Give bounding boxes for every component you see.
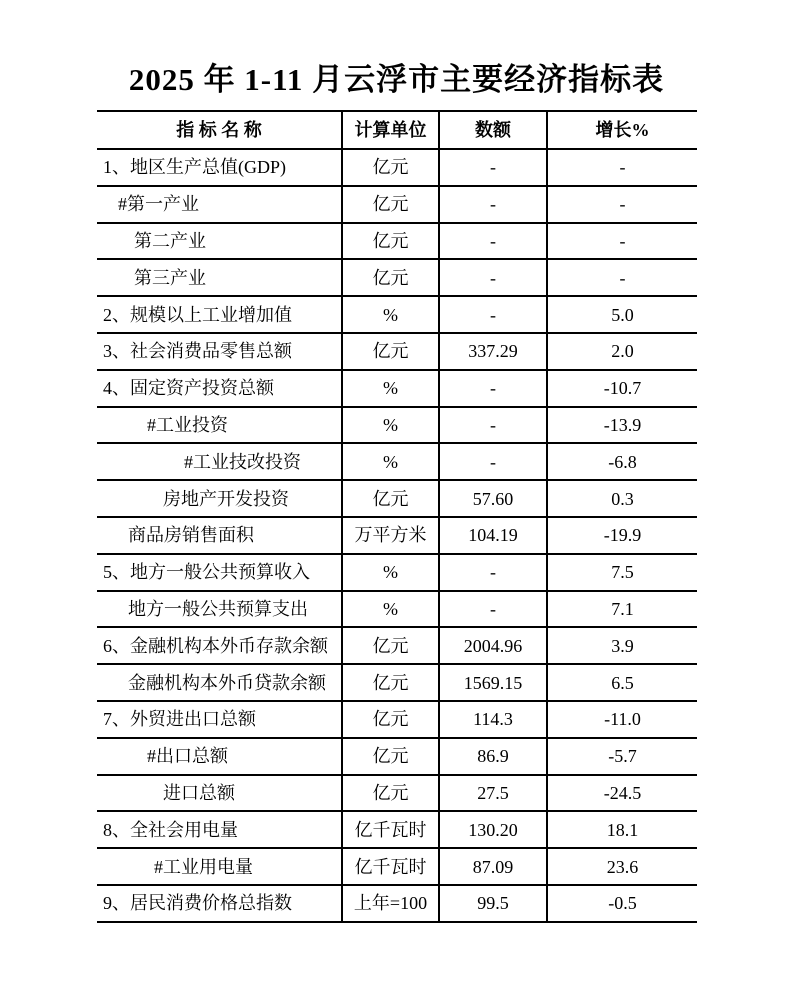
unit-cell: 亿千瓦时 [342,811,439,848]
indicator-name-cell: #出口总额 [97,738,342,775]
growth-cell: 6.5 [547,664,697,701]
unit-cell: % [342,407,439,444]
unit-cell: 亿元 [342,186,439,223]
unit-cell: 万平方米 [342,517,439,554]
growth-cell: -0.5 [547,885,697,922]
unit-cell: 亿元 [342,333,439,370]
indicator-name-cell: 金融机构本外币贷款余额 [97,664,342,701]
indicator-name-cell: 第三产业 [97,259,342,296]
table-row [97,775,697,812]
amount-cell: - [439,591,547,628]
table-row [97,223,697,260]
indicator-name-cell: 进口总额 [97,775,342,812]
amount-cell: 86.9 [439,738,547,775]
column-header-indicator-name: 指 标 名 称 [97,111,342,149]
table-row [97,664,697,701]
unit-cell: 亿元 [342,223,439,260]
growth-cell: -24.5 [547,775,697,812]
growth-cell: 3.9 [547,627,697,664]
indicator-name-cell: #工业技改投资 [97,443,342,480]
amount-cell: 57.60 [439,480,547,517]
unit-cell: 亿元 [342,259,439,296]
indicator-name-cell: 4、固定资产投资总额 [97,370,342,407]
growth-cell: -6.8 [547,443,697,480]
growth-cell: -11.0 [547,701,697,738]
column-header-growth: 增长% [547,111,697,149]
indicator-name-cell: 1、地区生产总值(GDP) [97,149,342,186]
table-row [97,480,697,517]
unit-cell: 上年=100 [342,885,439,922]
growth-cell: -10.7 [547,370,697,407]
growth-cell: 7.1 [547,591,697,628]
unit-cell: % [342,370,439,407]
table-row [97,627,697,664]
indicator-name-cell: 2、规模以上工业增加值 [97,296,342,333]
amount-cell: 1569.15 [439,664,547,701]
amount-cell: 2004.96 [439,627,547,664]
table-row [97,811,697,848]
growth-cell: 7.5 [547,554,697,591]
amount-cell: - [439,554,547,591]
indicator-name-cell: #工业用电量 [97,848,342,885]
table-row [97,443,697,480]
amount-cell: - [439,443,547,480]
growth-cell: - [547,259,697,296]
table-header-row [97,111,697,149]
growth-cell: 0.3 [547,480,697,517]
unit-cell: 亿元 [342,738,439,775]
indicator-name-cell: 8、全社会用电量 [97,811,342,848]
unit-cell: 亿元 [342,149,439,186]
table-row [97,517,697,554]
growth-cell: - [547,186,697,223]
amount-cell: - [439,407,547,444]
table-row [97,296,697,333]
amount-cell: 99.5 [439,885,547,922]
unit-cell: 亿元 [342,627,439,664]
indicators-table [97,110,697,923]
growth-cell: 5.0 [547,296,697,333]
page-title: 2025 年 1-11 月云浮市主要经济指标表 [128,62,665,97]
growth-cell: 18.1 [547,811,697,848]
amount-cell: 114.3 [439,701,547,738]
growth-cell: -13.9 [547,407,697,444]
amount-cell: - [439,186,547,223]
unit-cell: % [342,296,439,333]
amount-cell: - [439,370,547,407]
indicator-name-cell: #第一产业 [97,186,342,223]
table-row [97,738,697,775]
amount-cell: - [439,259,547,296]
indicator-name-cell: 房地产开发投资 [97,480,342,517]
growth-cell: -5.7 [547,738,697,775]
indicator-name-cell: 第二产业 [97,223,342,260]
indicator-name-cell: 5、地方一般公共预算收入 [97,554,342,591]
amount-cell: - [439,149,547,186]
table-row [97,259,697,296]
unit-cell: 亿元 [342,701,439,738]
table-row [97,333,697,370]
indicator-name-cell: #工业投资 [97,407,342,444]
indicator-name-cell: 6、金融机构本外币存款余额 [97,627,342,664]
table-row [97,407,697,444]
indicator-name-cell: 9、居民消费价格总指数 [97,885,342,922]
indicator-name-cell: 7、外贸进出口总额 [97,701,342,738]
indicator-name-cell: 3、社会消费品零售总额 [97,333,342,370]
amount-cell: 130.20 [439,811,547,848]
growth-cell: -19.9 [547,517,697,554]
unit-cell: 亿元 [342,775,439,812]
table-row [97,701,697,738]
table-row [97,186,697,223]
unit-cell: 亿元 [342,480,439,517]
amount-cell: 27.5 [439,775,547,812]
unit-cell: % [342,443,439,480]
amount-cell: - [439,296,547,333]
unit-cell: % [342,591,439,628]
table-row [97,591,697,628]
growth-cell: - [547,149,697,186]
table-row [97,149,697,186]
table-row [97,370,697,407]
unit-cell: 亿元 [342,664,439,701]
amount-cell: 337.29 [439,333,547,370]
column-header-amount: 数额 [439,111,547,149]
unit-cell: 亿千瓦时 [342,848,439,885]
table-body [97,149,697,922]
growth-cell: 2.0 [547,333,697,370]
amount-cell: 104.19 [439,517,547,554]
table-row [97,554,697,591]
growth-cell: - [547,223,697,260]
table-row [97,885,697,922]
column-header-unit: 计算单位 [342,111,439,149]
indicator-name-cell: 地方一般公共预算支出 [97,591,342,628]
table-row [97,848,697,885]
unit-cell: % [342,554,439,591]
amount-cell: - [439,223,547,260]
growth-cell: 23.6 [547,848,697,885]
indicator-name-cell: 商品房销售面积 [97,517,342,554]
amount-cell: 87.09 [439,848,547,885]
